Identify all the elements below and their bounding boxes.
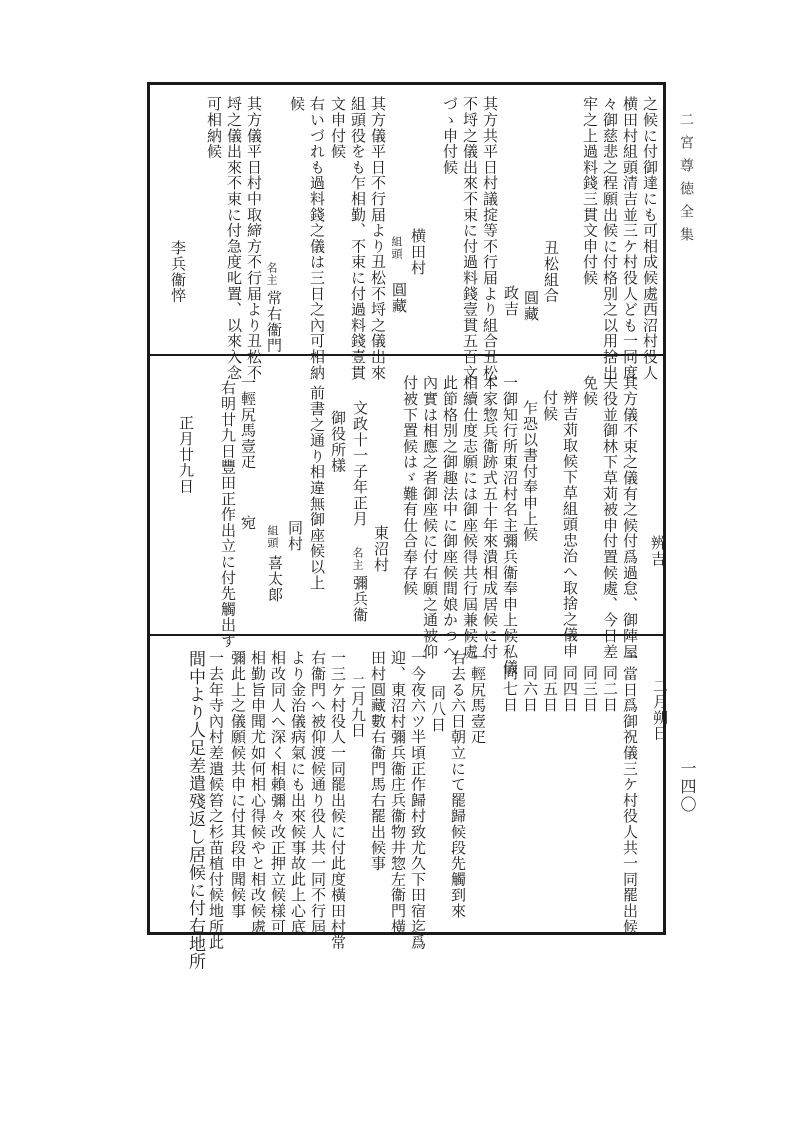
text-column: 夫役並御林下草苅被申付置候處、今日差 [601, 375, 619, 660]
text-column: 不埒之儀出來不束に付過料錢壹貫五百文 [461, 96, 479, 381]
text-column: 之候に付御達にも可相成候處西沼村役人 [641, 96, 659, 381]
text-column: 此節格別之御趣法中に御座候間娘かつへ [441, 375, 459, 660]
text-column: 一輕尻馬壹疋 [239, 375, 257, 470]
text-column: 彌兵衞 [351, 575, 369, 623]
text-column: 横田村組頭清吉並三ケ村役人ども一同度 [621, 96, 639, 381]
text-column: 宛 [239, 515, 257, 531]
text-column: 同四日 [561, 665, 579, 713]
text-column: 正月廿九日 [177, 415, 195, 494]
text-column: 埒之儀出來不束に付急度叱置、以來入念 [225, 96, 243, 381]
text-column: 其方儀平日不行届より丑松不埒之儀出來 [369, 96, 387, 381]
text-column: づゝ申付候 [441, 96, 459, 175]
text-column: 右いづれも過料錢之儀は三日之內可相納 [308, 96, 326, 381]
text-column: 其方儀平日村中取締方不行届より丑松不 [245, 96, 263, 381]
text-column: 右衞門へ被仰渡候通り役人共一同不行屆 [309, 650, 327, 935]
text-column: 前書之通り相違無御座候以上 [308, 385, 326, 591]
text-column: 同七日 [501, 665, 519, 713]
text-column: 一御知行所東沼村名主彌兵衞奉申上候私儀 [501, 375, 519, 676]
text-column: 横田村 [409, 228, 427, 276]
text-column: 圓藏 [390, 282, 408, 314]
text-column: 辨吉苅取候下草組頭忠治へ取捨之儀申 [561, 390, 579, 659]
text-column: 右去る六日朝立にて罷歸候段先觸到來 [449, 650, 467, 919]
text-column: 文政十一子年正月 [351, 400, 369, 527]
text-column: 李兵衞悴 [169, 240, 187, 304]
text-column: 一當日爲御祝儀三ケ村役人共一同罷出候 [621, 650, 639, 935]
text-column: 內實は相應之者御座候に付右願之通被仰 [421, 375, 439, 660]
text-column: 丑松組合 [542, 240, 560, 304]
page-number: 一四〇 [678, 760, 697, 814]
text-column: 候 [288, 96, 306, 112]
text-column: 同村 [286, 520, 304, 552]
text-column: 田村圓藏數右衞門馬右罷出候事 [369, 650, 387, 872]
text-column: 二月朔日 [651, 678, 669, 742]
text-column: 御役所樣 [329, 410, 347, 474]
text-column: 右明廿九日豐田正作出立に付先觸出す [219, 380, 237, 649]
text-column: 組頭 [390, 236, 403, 260]
text-column: 可相納候 [205, 96, 223, 160]
text-column: 一今夜六ツ半頃正作歸村致尤久下田宿迄爲 [409, 650, 427, 951]
text-column: 々御慈悲之程願出候に付格別之以用捨出 [601, 96, 619, 381]
text-column: 付被下置候はゞ難有仕合奉存候 [401, 375, 419, 597]
text-column: 辨吉 [649, 535, 667, 567]
text-column: 同二日 [601, 665, 619, 713]
text-column: 免候 [581, 375, 599, 407]
text-column: 圓藏 [522, 290, 540, 322]
text-column: 一三ケ村役人一同罷出候に付此度橫田村常 [329, 650, 347, 951]
text-column: 東沼村 [372, 525, 390, 573]
text-column: 名主 [351, 547, 364, 571]
text-column: 一輕尻馬壹疋 [469, 650, 487, 745]
text-column: 其方儀不束之儀有之候付爲過怠、御陣屋 [621, 375, 639, 660]
text-column: 付候 [541, 390, 559, 422]
text-column: 相勤旨申聞尤如何相心得候やと相改候處 [249, 650, 267, 935]
text-column: 組頭 [266, 525, 279, 549]
text-column: 相續仕度志願には御座候得共行屆兼候處 [461, 375, 479, 660]
text-column: 間中より人足差遣殘返し居候に付右地所 [185, 650, 205, 971]
text-column: 迎、東沼村彌兵衞庄兵衞物井惣左衞門橫 [389, 650, 407, 935]
text-column: 同八日 [429, 685, 447, 733]
text-column: 同五日 [541, 665, 559, 713]
text-column: 乍恐以書付奉申上候 [521, 400, 539, 543]
text-column: 常右衞門 [265, 290, 283, 354]
text-column: より金治儀病氣にも出來候事故此上心底 [289, 650, 307, 935]
text-column: 同三日 [581, 665, 599, 713]
text-column: 牢之上過料錢三貫文申付候 [581, 96, 599, 286]
text-column: 組頭役をも乍相勤、不束に付過料錢壹貫 [349, 96, 367, 381]
text-column: 相改同人へ深く相賴彌々改正押立候樣可 [269, 650, 287, 935]
text-column: 文申付候 [329, 96, 347, 160]
text-column: 其方共平日村議掟等不行届より組合丑松 [481, 96, 499, 381]
text-column: 名主 [265, 262, 278, 286]
running-head-title: 二宮尊徳全集 [678, 112, 694, 250]
text-column: 一去年寺內村差遣候笞之杉苗植付候地所此 [207, 650, 225, 951]
text-column: 彌此上之儀願候共申に付其段申聞候事 [229, 650, 247, 919]
text-column: 同六日 [521, 665, 539, 713]
text-column: 本家惣兵衞跡式五十年來潰相成居候に付 [481, 375, 499, 660]
text-column: 二月九日 [349, 675, 367, 739]
text-column: 政吉 [502, 285, 520, 317]
text-column: 喜太郞 [266, 555, 284, 603]
